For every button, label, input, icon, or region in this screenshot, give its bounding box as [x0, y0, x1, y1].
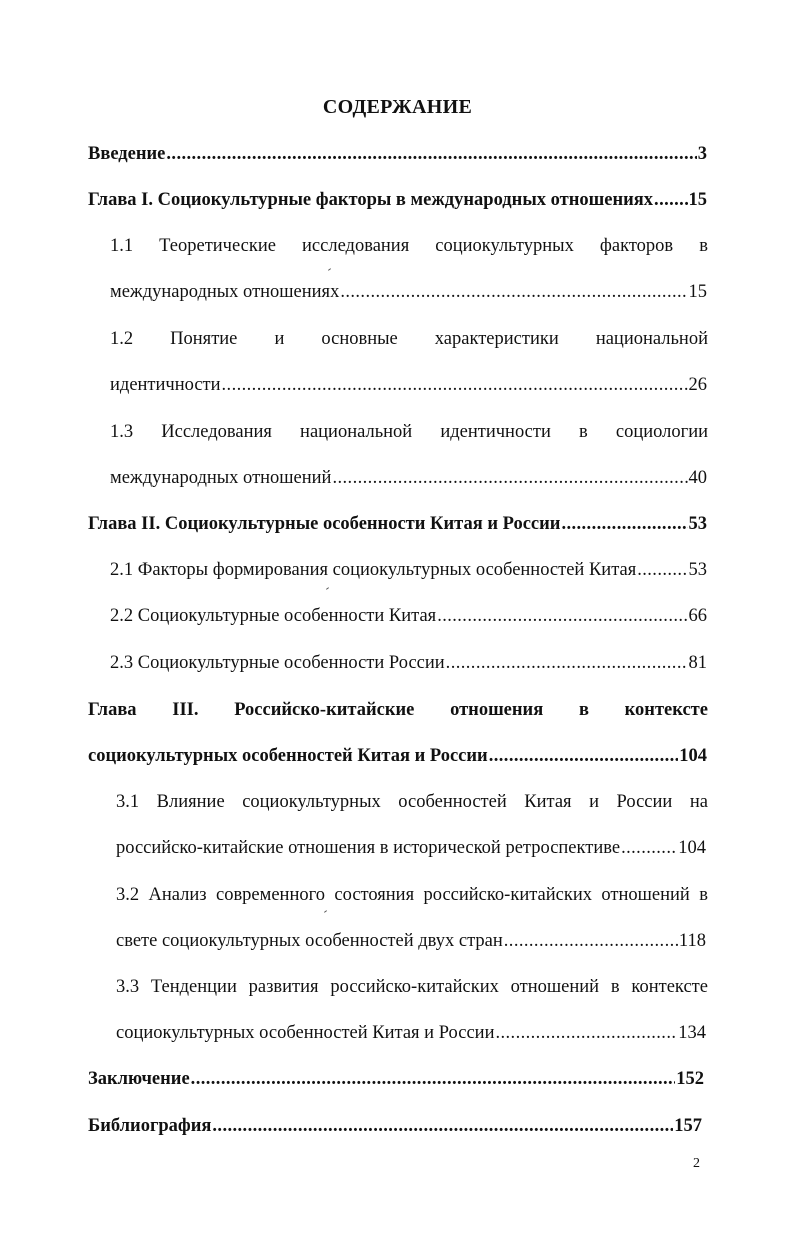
toc-entry-label: 2.2 Социокультурные особенности Китая [110, 606, 437, 626]
toc-entry-page: 15 [688, 282, 707, 302]
dot-leader [654, 187, 687, 213]
toc-entry-label: идентичности [110, 375, 221, 395]
word: российско-китайских [423, 885, 592, 905]
toc-entry-2-2 [110, 603, 707, 629]
word: исследования [302, 236, 410, 256]
word: в [699, 885, 708, 905]
toc-entry-label: международных отношениях [110, 282, 340, 302]
word: контексте [624, 700, 708, 720]
dot-leader [489, 743, 679, 769]
word: Китая [524, 792, 572, 812]
toc-entry-3-3-line1 [116, 974, 708, 1000]
word: Глава [88, 700, 137, 720]
toc-entry-intro [88, 141, 707, 167]
word: основные [321, 329, 398, 349]
page-title: СОДЕРЖАНИЕ [322, 96, 473, 118]
word: факторов [599, 236, 674, 256]
toc-entry-label: Введение [88, 144, 166, 164]
toc-entry-3-3-line2 [116, 1020, 706, 1046]
dot-leader [437, 603, 687, 629]
toc-entry-page: 104 [679, 746, 707, 766]
toc-entry-1-1-line1 [110, 233, 708, 259]
dot-leader [504, 928, 678, 954]
toc-entry-page: 26 [688, 375, 707, 395]
toc-entry-label: свете социокультурных особенностей двух стран [116, 931, 503, 951]
scan-speck [328, 268, 331, 271]
toc-entry-page: 15 [688, 190, 707, 210]
toc-entry-page: 104 [678, 838, 706, 858]
toc-entry-label: международных отношений [110, 468, 332, 488]
word: в [578, 700, 589, 720]
toc-entry-page: 40 [688, 468, 707, 488]
dot-leader [621, 835, 677, 861]
word: современного [215, 885, 325, 905]
word: особенностей [398, 792, 507, 812]
word: Российско-китайские [234, 700, 415, 720]
dot-leader [191, 1066, 676, 1092]
dot-leader [222, 372, 688, 398]
toc-entry-page: 53 [688, 560, 707, 580]
toc-entry-page: 157 [674, 1116, 702, 1136]
word: в [699, 236, 708, 256]
toc-entry-chapter-3-line2 [88, 743, 707, 769]
word: идентичности [440, 422, 551, 442]
toc-entry-page: 118 [678, 931, 706, 951]
word: национальной [595, 329, 708, 349]
toc-entry-1-2-line2 [110, 372, 707, 398]
dot-leader [332, 465, 687, 491]
toc-entry-bibliography [88, 1113, 702, 1139]
word: развития [248, 977, 319, 997]
word: социокультурных [242, 792, 381, 812]
toc-entry-label: Заключение [88, 1069, 190, 1089]
word: Исследования [161, 422, 272, 442]
word: 3.2 [116, 885, 140, 905]
toc-entry-label: Глава II. Социокультурные особенности Китая и России [88, 514, 561, 534]
toc-entry-chapter-2 [88, 511, 707, 537]
word: Влияние [156, 792, 225, 812]
toc-entry-page: 53 [688, 514, 707, 534]
toc-entry-label: 2.3 Социокультурные особенности России [110, 653, 445, 673]
scan-speck [326, 587, 329, 590]
toc-entry-label: Глава I. Социокультурные факторы в международных отношениях [88, 190, 654, 210]
word: 3.3 [116, 977, 140, 997]
toc-entry-1-2-line1 [110, 326, 708, 352]
toc-entry-2-1 [110, 557, 707, 583]
word: характеристики [434, 329, 559, 349]
toc-entry-3-1-line1 [116, 789, 708, 815]
word: III. [172, 700, 199, 720]
dot-leader [166, 141, 696, 167]
word: состояния [334, 885, 415, 905]
dot-leader [637, 557, 687, 583]
word: и [589, 792, 600, 812]
word: российско-китайских [330, 977, 499, 997]
dot-leader [340, 279, 687, 305]
toc-entry-3-2-line1 [116, 882, 708, 908]
toc-entry-label: российско-китайские отношения в исторической ретроспективе [116, 838, 621, 858]
word: Анализ [148, 885, 207, 905]
toc-entry-page: 134 [678, 1023, 706, 1043]
word: социокультурных [435, 236, 574, 256]
dot-leader [446, 650, 688, 676]
toc-entry-1-3-line1 [110, 419, 708, 445]
toc-entry-3-1-line2 [116, 835, 706, 861]
word: отношений [510, 977, 600, 997]
word: Тенденции [150, 977, 237, 997]
page-number: 2 [693, 1156, 700, 1171]
toc-entry-page: 66 [688, 606, 707, 626]
toc-entry-label: социокультурных особенностей Китая и России [116, 1023, 495, 1043]
toc-entry-page: 81 [688, 653, 707, 673]
dot-leader [495, 1020, 677, 1046]
toc-entry-2-3 [110, 650, 707, 676]
toc-entry-label: 2.1 Факторы формирования социокультурных особенностей Китая [110, 560, 637, 580]
toc-entry-chapter-3-line1 [88, 697, 708, 723]
word: отношений [601, 885, 690, 905]
word: в [610, 977, 620, 997]
toc-entry-1-1-line2 [110, 279, 707, 305]
scan-speck [324, 910, 327, 913]
toc-entry-page: 3 [697, 144, 707, 164]
dot-leader [561, 511, 687, 537]
word: в [578, 422, 588, 442]
word: Теоретические [159, 236, 276, 256]
word: контексте [631, 977, 708, 997]
word: социологии [615, 422, 708, 442]
word: отношения [450, 700, 544, 720]
word: Понятие [170, 329, 238, 349]
word: России [616, 792, 673, 812]
toc-entry-label: социокультурных особенностей Китая и России [88, 746, 488, 766]
word: 1.3 [110, 422, 134, 442]
toc-entry-1-3-line2 [110, 465, 707, 491]
word: 3.1 [116, 792, 140, 812]
toc-entry-3-2-line2 [116, 928, 706, 954]
toc-entry-label: Библиография [88, 1116, 212, 1136]
word: на [689, 792, 708, 812]
toc-entry-page: 152 [676, 1069, 704, 1089]
word: 1.2 [110, 329, 134, 349]
toc-entry-chapter-1 [88, 187, 707, 213]
word: и [274, 329, 285, 349]
word: 1.1 [110, 236, 134, 256]
word: национальной [300, 422, 413, 442]
dot-leader [212, 1113, 673, 1139]
toc-entry-conclusion [88, 1066, 704, 1092]
